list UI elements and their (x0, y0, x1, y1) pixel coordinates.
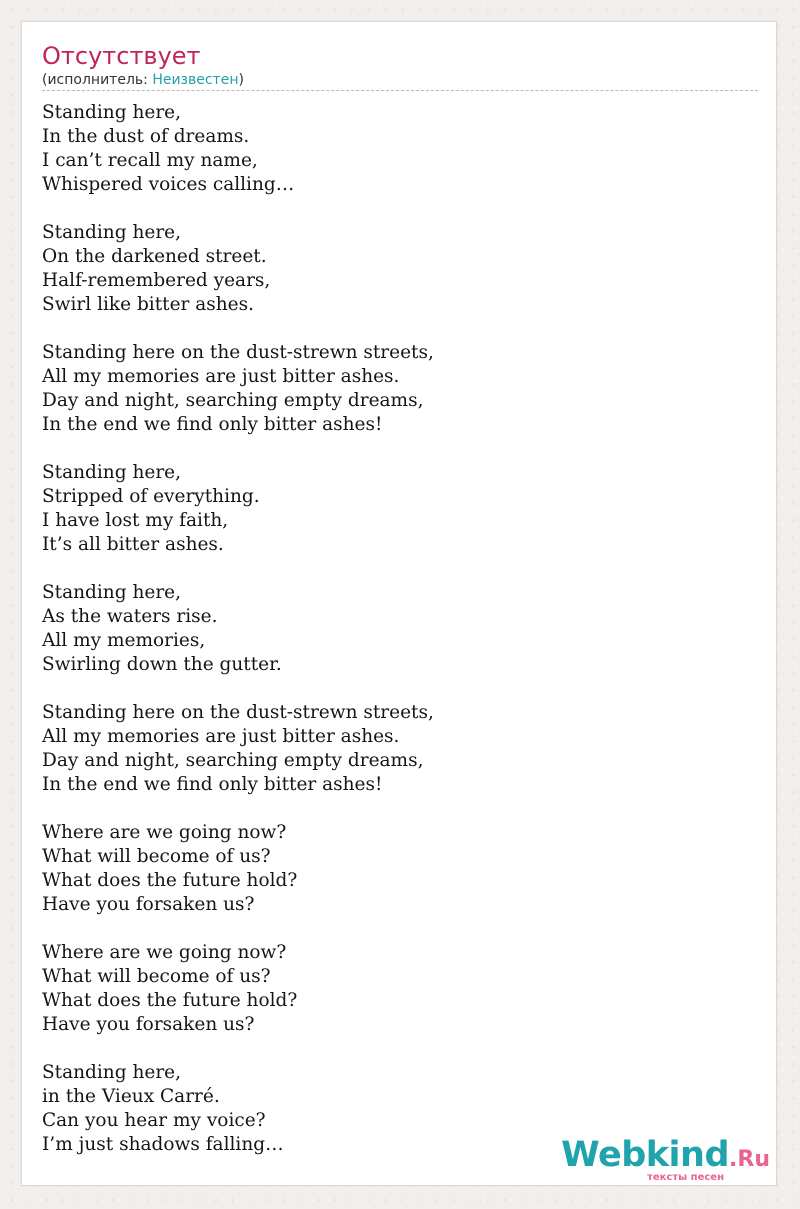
lyrics-card (21, 21, 777, 1186)
lyric-line: All my memories are just bitter ashes. (42, 726, 400, 747)
lyrics-stanza (42, 941, 752, 1037)
lyrics-stanza (42, 821, 752, 917)
lyrics-stanza (42, 101, 752, 197)
lyric-line: Where are we going now? (42, 822, 287, 843)
lyric-line: Day and night, searching empty dreams, (42, 750, 424, 771)
lyric-line: All my memories, (42, 630, 206, 651)
lyric-line: I’m just shadows falling… (42, 1134, 284, 1155)
artist-line (42, 71, 244, 89)
lyric-line: Where are we going now? (42, 942, 287, 963)
lyric-line: I have lost my faith, (42, 510, 229, 531)
lyric-line: Whispered voices calling… (42, 174, 295, 195)
lyric-line: Standing here, (42, 462, 181, 483)
lyric-line: Swirl like bitter ashes. (42, 294, 255, 315)
title-divider (42, 90, 758, 91)
song-title: Отсутствует (42, 42, 201, 70)
lyric-line: All my memories are just bitter ashes. (42, 366, 400, 387)
lyric-line: Can you hear my voice? (42, 1110, 266, 1131)
lyric-line: It’s all bitter ashes. (42, 534, 224, 555)
lyric-line: In the end we find only bitter ashes! (42, 414, 383, 435)
lyrics-stanza (42, 581, 752, 677)
logo-tagline: тексты песен (647, 1172, 724, 1183)
webkind-logo[interactable] (561, 1136, 770, 1183)
lyric-line: Standing here on the dust-strewn streets, (42, 342, 434, 363)
lyrics-stanza (42, 461, 752, 557)
lyric-line: Have you forsaken us? (42, 1014, 255, 1035)
lyrics-stanza (42, 341, 752, 437)
logo-suffix-text: .Ru (729, 1147, 770, 1172)
lyrics-stanza (42, 701, 752, 797)
lyric-line: Half-remembered years, (42, 270, 271, 291)
artist-prefix: (исполнитель: (42, 72, 153, 88)
artist-suffix: ) (238, 72, 244, 88)
lyric-line: What does the future hold? (42, 990, 298, 1011)
lyric-line: What does the future hold? (42, 870, 298, 891)
lyric-line: On the darkened street. (42, 246, 267, 267)
lyric-line: Standing here, (42, 102, 181, 123)
lyric-line: I can’t recall my name, (42, 150, 258, 171)
lyric-line: In the end we find only bitter ashes! (42, 774, 383, 795)
artist-link[interactable]: Неизвестен (152, 72, 239, 88)
lyric-line: What will become of us? (42, 966, 271, 987)
lyric-line: Stripped of everything. (42, 486, 260, 507)
lyrics-text (42, 101, 752, 1157)
lyrics-stanza (42, 221, 752, 317)
lyric-line: Day and night, searching empty dreams, (42, 390, 424, 411)
lyric-line: Standing here, (42, 582, 181, 603)
lyric-line: Standing here, (42, 1062, 181, 1083)
lyric-line: Standing here, (42, 222, 181, 243)
lyric-line: Have you forsaken us? (42, 894, 255, 915)
lyric-line: in the Vieux Carré. (42, 1086, 220, 1107)
logo-main-text: Webkind (561, 1135, 730, 1175)
lyric-line: Standing here on the dust-strewn streets, (42, 702, 434, 723)
lyric-line: Swirling down the gutter. (42, 654, 282, 675)
lyric-line: In the dust of dreams. (42, 126, 250, 147)
lyric-line: As the waters rise. (42, 606, 218, 627)
lyric-line: What will become of us? (42, 846, 271, 867)
